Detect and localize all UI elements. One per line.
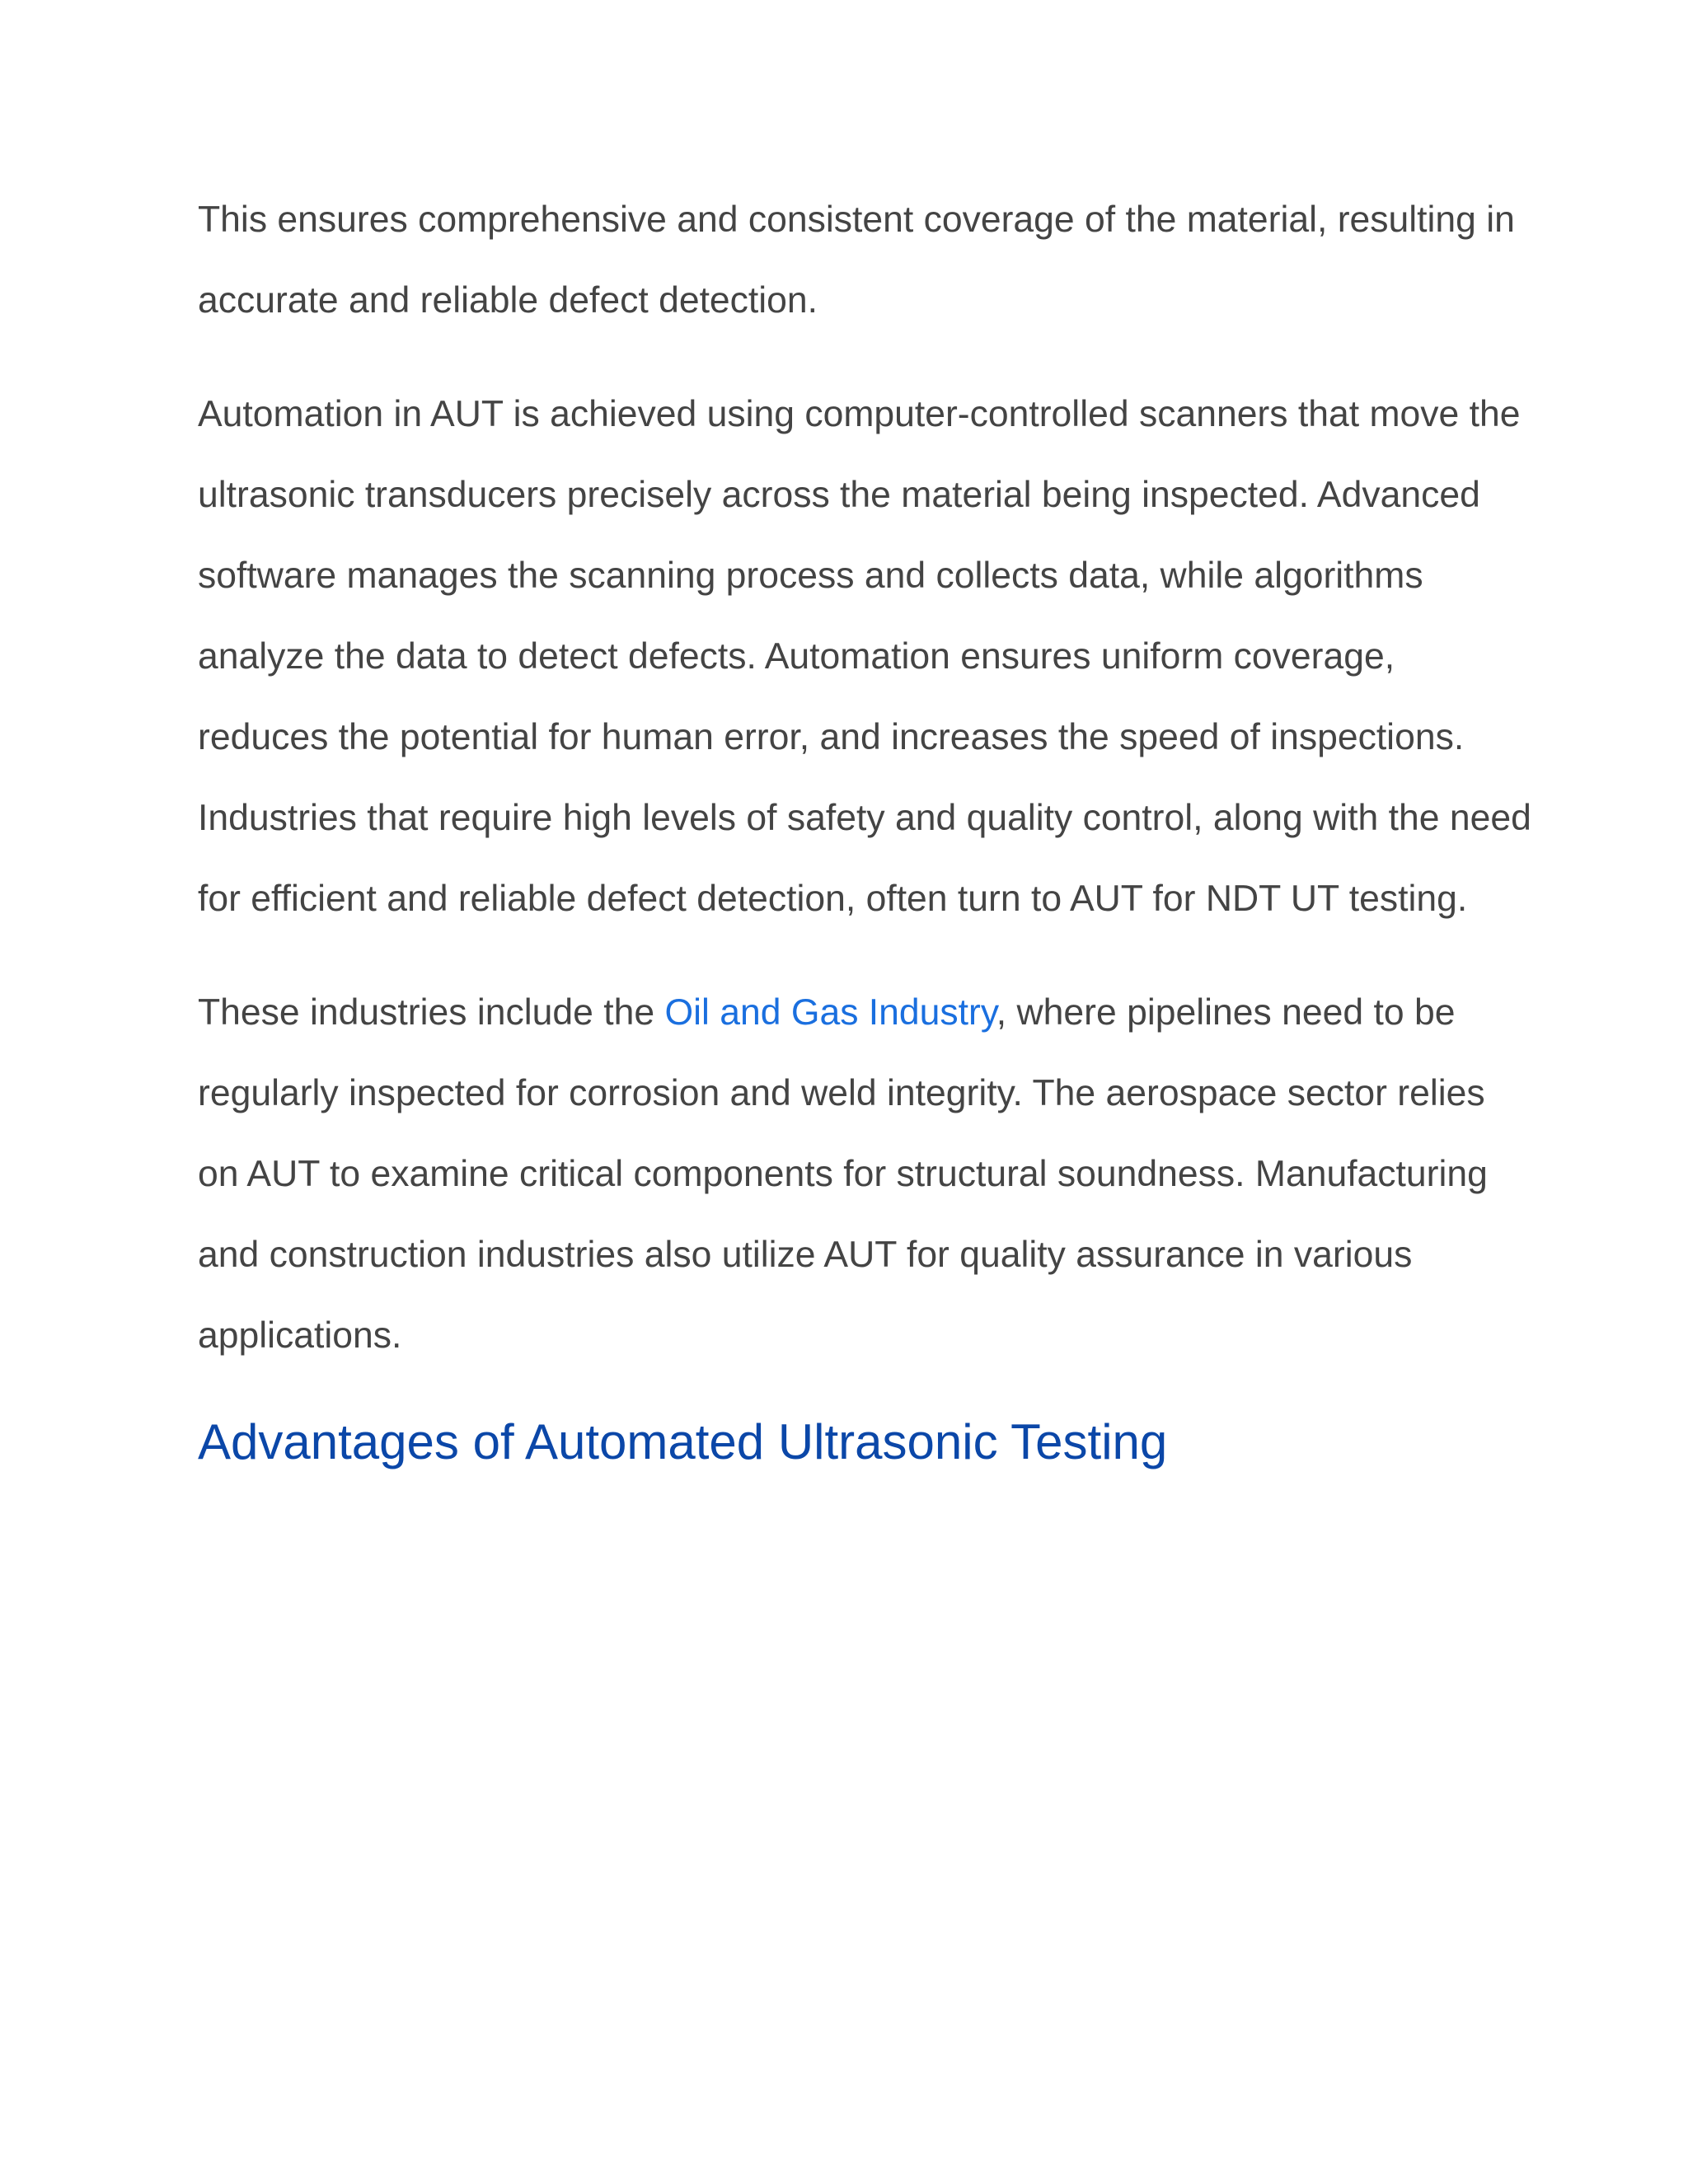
paragraph-industries-lead: These industries include the (198, 992, 665, 1033)
oil-and-gas-industry-link[interactable]: Oil and Gas Industry (664, 992, 996, 1033)
paragraph-coverage: This ensures comprehensive and consistent coverage of the material, resulting in accurate and reliable defect detection. (198, 199, 1515, 321)
paragraph-industries (198, 972, 1533, 1376)
paragraph-industries-rest: , where pipelines need to be regularly inspected for corrosion and weld integrity. The aerospace sector relies on AUT to examine critical components for structural soundness. Manufacturing and construction industries also utilize AUT for quality assurance in various applications. (198, 992, 1488, 1356)
paragraph-automation: Automation in AUT is achieved using computer-controlled scanners that move the ultrasonic transducers precisely across the material being inspected. Advanced software manages the scanning process and collects data, while algorithms analyze the data to detect defects. Automation ensures uniform coverage, reduces the potential for human error, and increases the speed of inspections. Industries that require high levels of safety and quality control, along with the need for efficient and reliable defect detection, often turn to AUT for NDT UT testing. (198, 394, 1531, 919)
section-heading-advantages: Advantages of Automated Ultrasonic Testing (198, 1414, 1168, 1469)
article-body (198, 180, 1533, 1475)
